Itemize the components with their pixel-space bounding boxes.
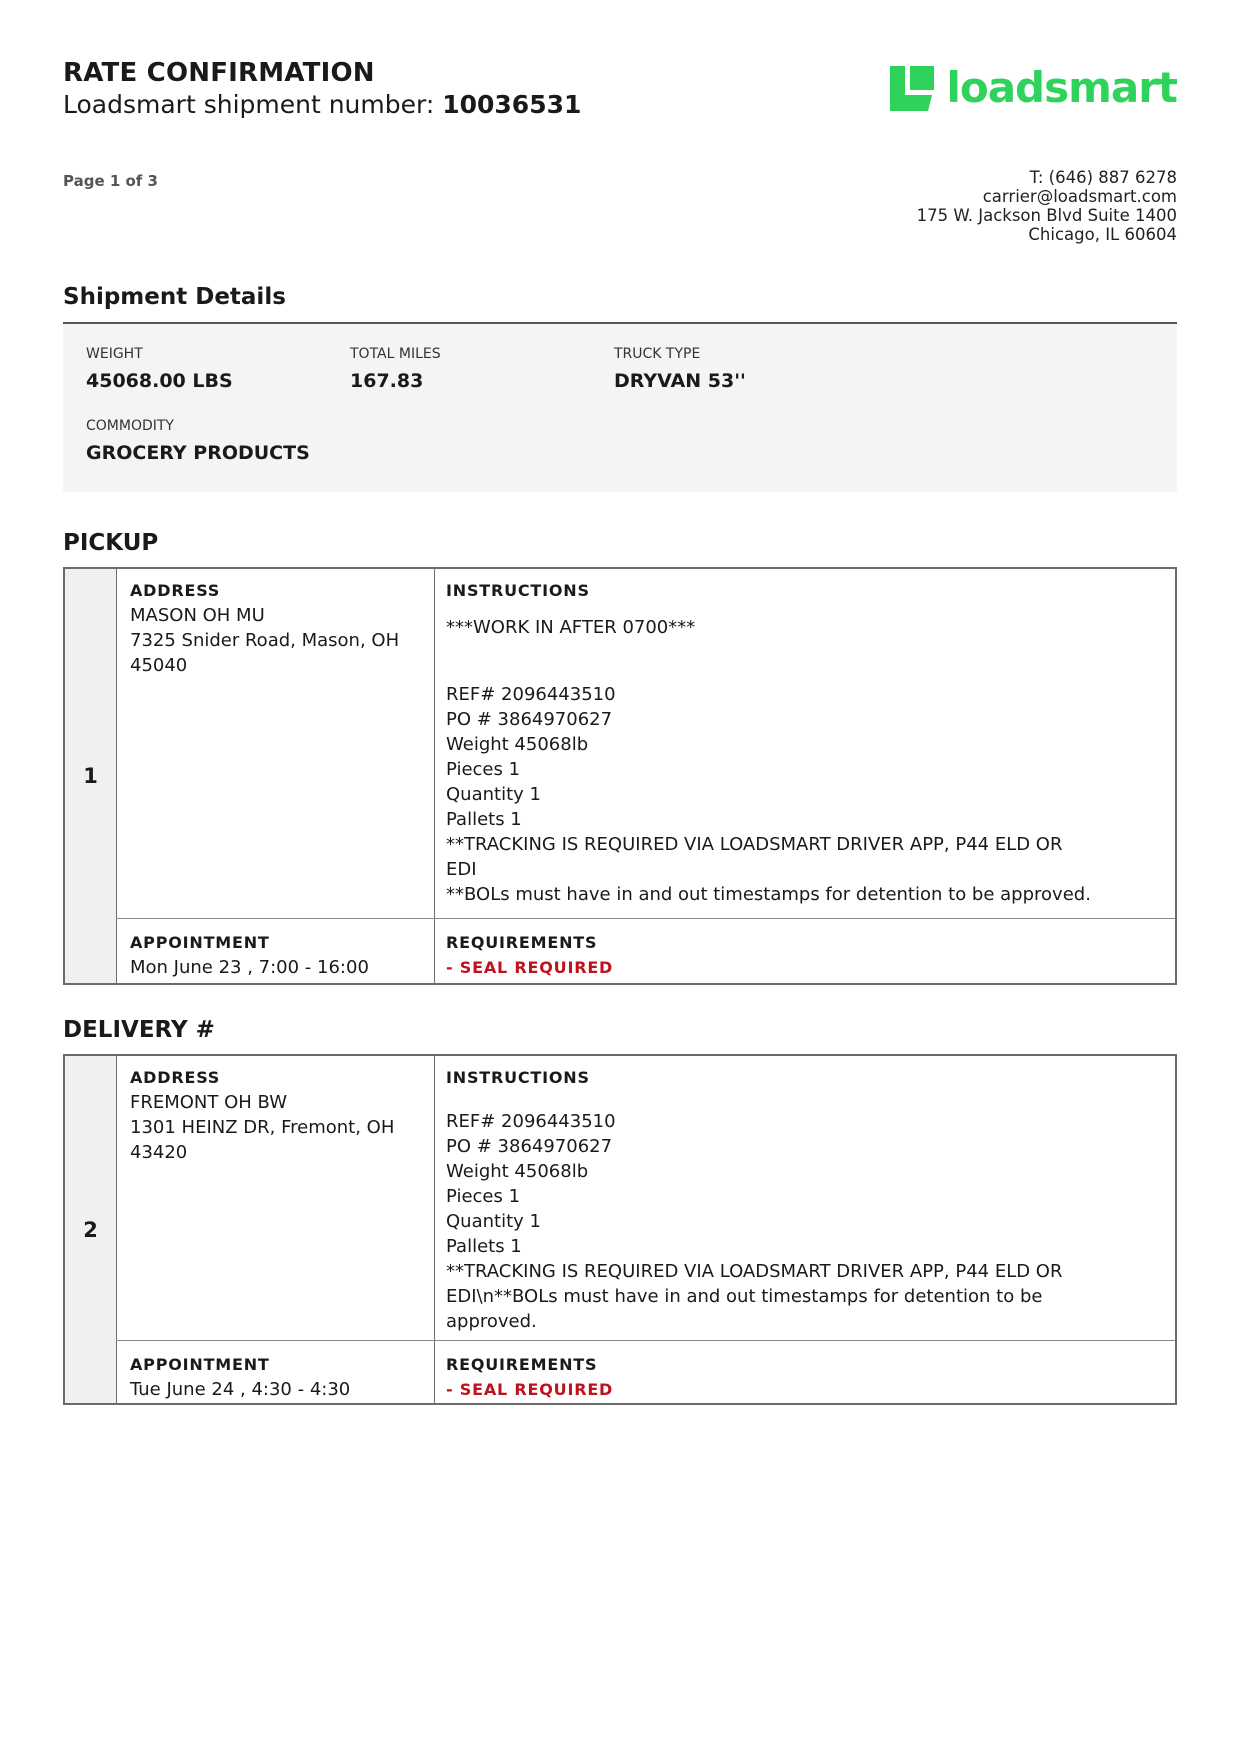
pickup-address-line: MASON OH MU — [130, 605, 265, 626]
shipment-details-title: Shipment Details — [63, 284, 286, 310]
instruction-line: Pieces 1 — [446, 1186, 521, 1207]
delivery-title: DELIVERY # — [63, 1017, 215, 1043]
instruction-line: PO # 3864970627 — [446, 709, 613, 730]
column-divider — [434, 1056, 435, 1403]
pickup-address-line: 7325 Snider Road, Mason, OH — [130, 630, 400, 651]
pickup-address-cell — [130, 578, 420, 678]
pickup-stop-number: 1 — [83, 764, 98, 788]
instruction-line: **TRACKING IS REQUIRED VIA LOADSMART DRIVER APP, P44 ELD OR — [446, 834, 1063, 855]
commodity-field — [86, 418, 310, 464]
weight-value: 45068.00 LBS — [86, 370, 233, 392]
pickup-appointment-value: Mon June 23 , 7:00 - 16:00 — [130, 957, 369, 978]
truck-type-field — [614, 346, 746, 392]
delivery-requirements-cell — [446, 1352, 1161, 1402]
delivery-stop-table — [63, 1054, 1177, 1405]
pickup-requirements-label: REQUIREMENTS — [446, 933, 598, 952]
pickup-requirements-cell — [446, 930, 1161, 980]
contact-address-line1: 175 W. Jackson Blvd Suite 1400 — [916, 206, 1177, 225]
instruction-line: PO # 3864970627 — [446, 1136, 613, 1157]
delivery-instructions-cell — [446, 1065, 1161, 1334]
pickup-stop-table — [63, 567, 1177, 985]
delivery-address-line: FREMONT OH BW — [130, 1092, 288, 1113]
delivery-appointment-value: Tue June 24 , 4:30 - 4:30 — [130, 1379, 351, 1400]
total-miles-value: 167.83 — [350, 370, 424, 392]
instruction-line: EDI\n**BOLs must have in and out timestamps for detention to be — [446, 1286, 1043, 1307]
contact-email: carrier@loadsmart.com — [982, 187, 1177, 206]
shipment-number-label: Loadsmart shipment number: — [63, 90, 435, 119]
pickup-requirement-value: - SEAL REQUIRED — [446, 958, 614, 977]
pickup-address-label: ADDRESS — [130, 581, 221, 600]
pickup-address-line: 45040 — [130, 655, 188, 676]
contact-phone: T: (646) 887 6278 — [1029, 168, 1177, 187]
instruction-line: Pieces 1 — [446, 759, 521, 780]
contact-block — [917, 168, 1177, 244]
instruction-line — [446, 640, 1161, 661]
delivery-address-label: ADDRESS — [130, 1068, 221, 1087]
pickup-appointment-cell — [130, 930, 420, 980]
total-miles-label: TOTAL MILES — [350, 346, 441, 362]
commodity-label: COMMODITY — [86, 418, 174, 434]
loadsmart-logo — [888, 62, 1177, 114]
instruction-line: Weight 45068lb — [446, 734, 589, 755]
delivery-requirement-value: - SEAL REQUIRED — [446, 1380, 614, 1399]
instruction-line: approved. — [446, 1311, 537, 1332]
instruction-line: Pallets 1 — [446, 809, 522, 830]
contact-address-line2: Chicago, IL 60604 — [1028, 225, 1177, 244]
instruction-line: REF# 2096443510 — [446, 684, 616, 705]
instruction-line: REF# 2096443510 — [446, 1111, 616, 1132]
page-indicator: Page 1 of 3 — [63, 172, 158, 190]
commodity-value: GROCERY PRODUCTS — [86, 442, 310, 464]
pickup-title: PICKUP — [63, 530, 159, 556]
instruction-line: Weight 45068lb — [446, 1161, 589, 1182]
delivery-stop-number: 2 — [83, 1218, 98, 1242]
shipment-number: 10036531 — [442, 90, 582, 119]
instruction-line: **TRACKING IS REQUIRED VIA LOADSMART DRIVER APP, P44 ELD OR — [446, 1261, 1063, 1282]
document-title: RATE CONFIRMATION — [63, 58, 375, 88]
logo-wordmark: loadsmart — [946, 63, 1177, 112]
delivery-address-line: 43420 — [130, 1142, 188, 1163]
truck-type-label: TRUCK TYPE — [614, 346, 701, 362]
truck-type-value: DRYVAN 53'' — [614, 370, 746, 392]
pickup-appointment-label: APPOINTMENT — [130, 933, 270, 952]
weight-label: WEIGHT — [86, 346, 143, 362]
delivery-address-cell — [130, 1065, 420, 1165]
instruction-line: ***WORK IN AFTER 0700*** — [446, 617, 696, 638]
instruction-line: **BOLs must have in and out timestamps for detention to be approved. — [446, 884, 1091, 905]
instruction-line: Quantity 1 — [446, 1211, 541, 1232]
pickup-instructions-label: INSTRUCTIONS — [446, 581, 590, 600]
delivery-instructions-label: INSTRUCTIONS — [446, 1068, 590, 1087]
row-divider — [116, 918, 1175, 919]
instruction-line: Quantity 1 — [446, 784, 541, 805]
shipment-number-line — [63, 90, 581, 119]
delivery-requirements-label: REQUIREMENTS — [446, 1355, 598, 1374]
row-divider — [116, 1340, 1175, 1341]
loadsmart-logo-icon — [888, 62, 938, 114]
pickup-instructions-cell — [446, 578, 1161, 907]
instruction-line — [446, 661, 1161, 682]
shipment-details-box — [63, 322, 1177, 492]
instruction-line: Pallets 1 — [446, 1236, 522, 1257]
instruction-line: EDI — [446, 859, 477, 880]
total-miles-field — [350, 346, 441, 392]
weight-field — [86, 346, 233, 392]
column-divider — [434, 569, 435, 983]
delivery-address-line: 1301 HEINZ DR, Fremont, OH — [130, 1117, 395, 1138]
delivery-appointment-label: APPOINTMENT — [130, 1355, 270, 1374]
delivery-appointment-cell — [130, 1352, 420, 1402]
